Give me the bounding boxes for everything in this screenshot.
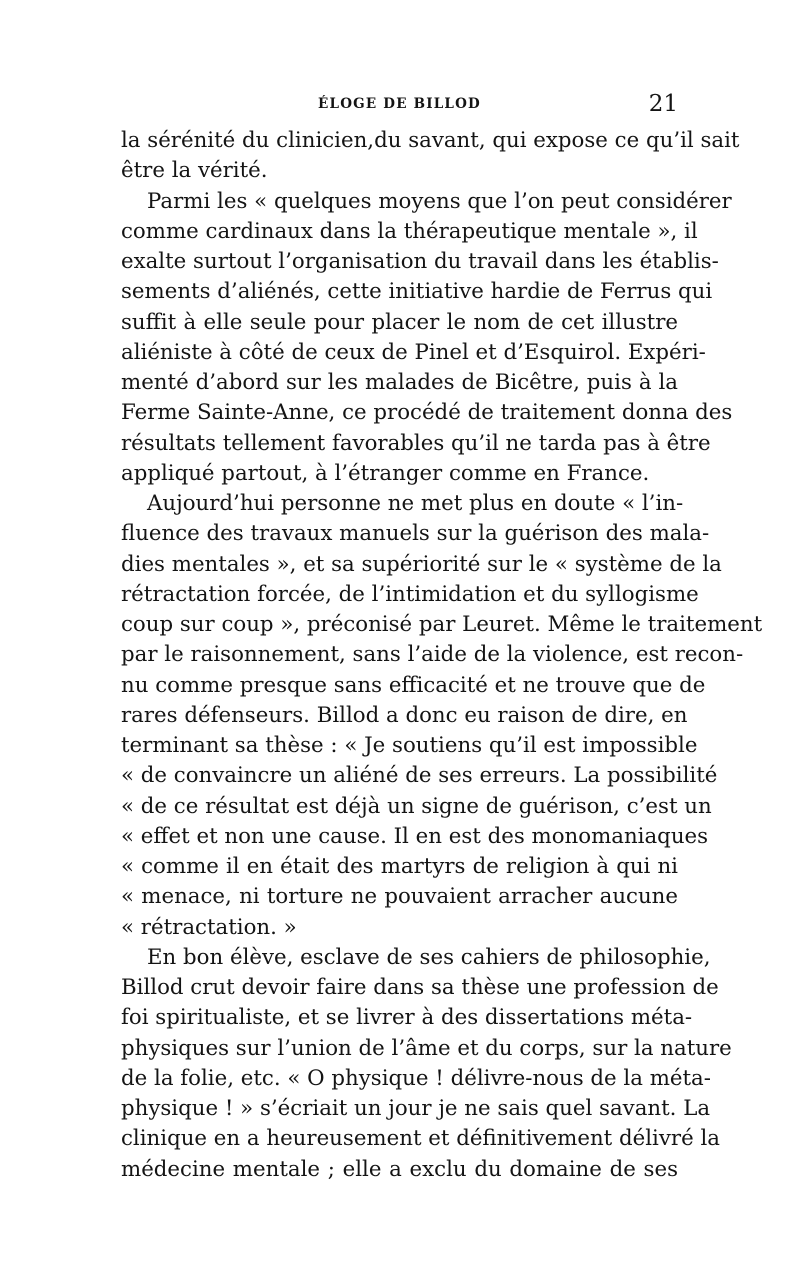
text-line: de la folie, etc. « O physique ! délivre-nous de la méta- bbox=[121, 1065, 711, 1091]
text-line: exalte surtout l’organisation du travail dans les établis- bbox=[121, 249, 719, 274]
text-line: physiques sur l’union de l’âme et du corps, sur la nature bbox=[121, 1035, 732, 1061]
text-line: la sérénité du clinicien,du savant, qui expose ce qu’il sait bbox=[121, 128, 740, 153]
text-line: par le raisonnement, sans l’aide de la violence, est recon- bbox=[121, 642, 744, 668]
text-line: Ferme Sainte-Anne, ce procédé de traitement donna des bbox=[121, 400, 733, 426]
text-line: fluence des travaux manuels sur la guérison des mala- bbox=[121, 521, 710, 547]
text-line: « rétractation. » bbox=[121, 914, 297, 940]
page-number: 21 bbox=[648, 91, 678, 117]
text-line: nu comme presque sans efficacité et ne trouve que de bbox=[121, 672, 706, 698]
text-line: comme cardinaux dans la thérapeutique mentale », il bbox=[121, 218, 698, 244]
text-line: « de ce résultat est déjà un signe de guérison, c’est un bbox=[121, 793, 712, 819]
text-line: rares défenseurs. Billod a donc eu raison de dire, en bbox=[121, 702, 688, 728]
text-line: sements d’aliénés, cette initiative hardie de Ferrus qui bbox=[121, 279, 713, 305]
body-text bbox=[121, 126, 763, 1185]
text-line: Billod crut devoir faire dans sa thèse une profession de bbox=[121, 975, 719, 1000]
text-line: rétractation forcée, de l’intimidation et du syllogisme bbox=[121, 581, 699, 607]
text-line: physique ! » s’écriait un jour je ne sais quel savant. La bbox=[121, 1096, 711, 1121]
text-line: terminant sa thèse : « Je soutiens qu’il est impossible bbox=[121, 733, 698, 758]
text-line: appliqué partout, à l’étranger comme en France. bbox=[121, 460, 650, 486]
text-line: menté d’abord sur les malades de Bicêtre, puis à la bbox=[121, 370, 678, 395]
text-line: En bon élève, esclave de ses cahiers de philosophie, bbox=[147, 944, 711, 970]
text-line: foi spiritualiste, et se livrer à des dissertations méta- bbox=[121, 1005, 693, 1031]
text-line: Aujourd’hui personne ne met plus en doute « l’in- bbox=[147, 491, 684, 516]
text-line: résultats tellement favorables qu’il ne tarda pas à être bbox=[121, 430, 711, 456]
text-line: médecine mentale ; elle a exclu du domaine de ses bbox=[121, 1156, 678, 1182]
text-line: « de convaincre un aliéné de ses erreurs. La possibilité bbox=[121, 763, 718, 789]
running-title: ÉLOGE DE BILLOD bbox=[318, 96, 481, 112]
text-line: « comme il en était des martyrs de religion à qui ni bbox=[121, 854, 678, 879]
text-line: dies mentales », et sa supériorité sur le « système de la bbox=[121, 551, 722, 577]
text-line: « menace, ni torture ne pouvaient arracher aucune bbox=[121, 884, 678, 910]
running-head bbox=[121, 93, 678, 117]
text-line: aliéniste à côté de ceux de Pinel et d’Esquirol. Expéri- bbox=[121, 339, 706, 365]
text-line: coup sur coup », préconisé par Leuret. Même le traitement bbox=[121, 612, 763, 637]
text-line: être la vérité. bbox=[121, 158, 268, 184]
text-line: suffit à elle seule pour placer le nom de cet illustre bbox=[121, 309, 678, 335]
text-line: Parmi les « quelques moyens que l’on peut considérer bbox=[147, 188, 732, 214]
text-line: « effet et non une cause. Il en est des monomaniaques bbox=[121, 823, 709, 849]
text-line: clinique en a heureusement et définitivement délivré la bbox=[121, 1126, 720, 1152]
